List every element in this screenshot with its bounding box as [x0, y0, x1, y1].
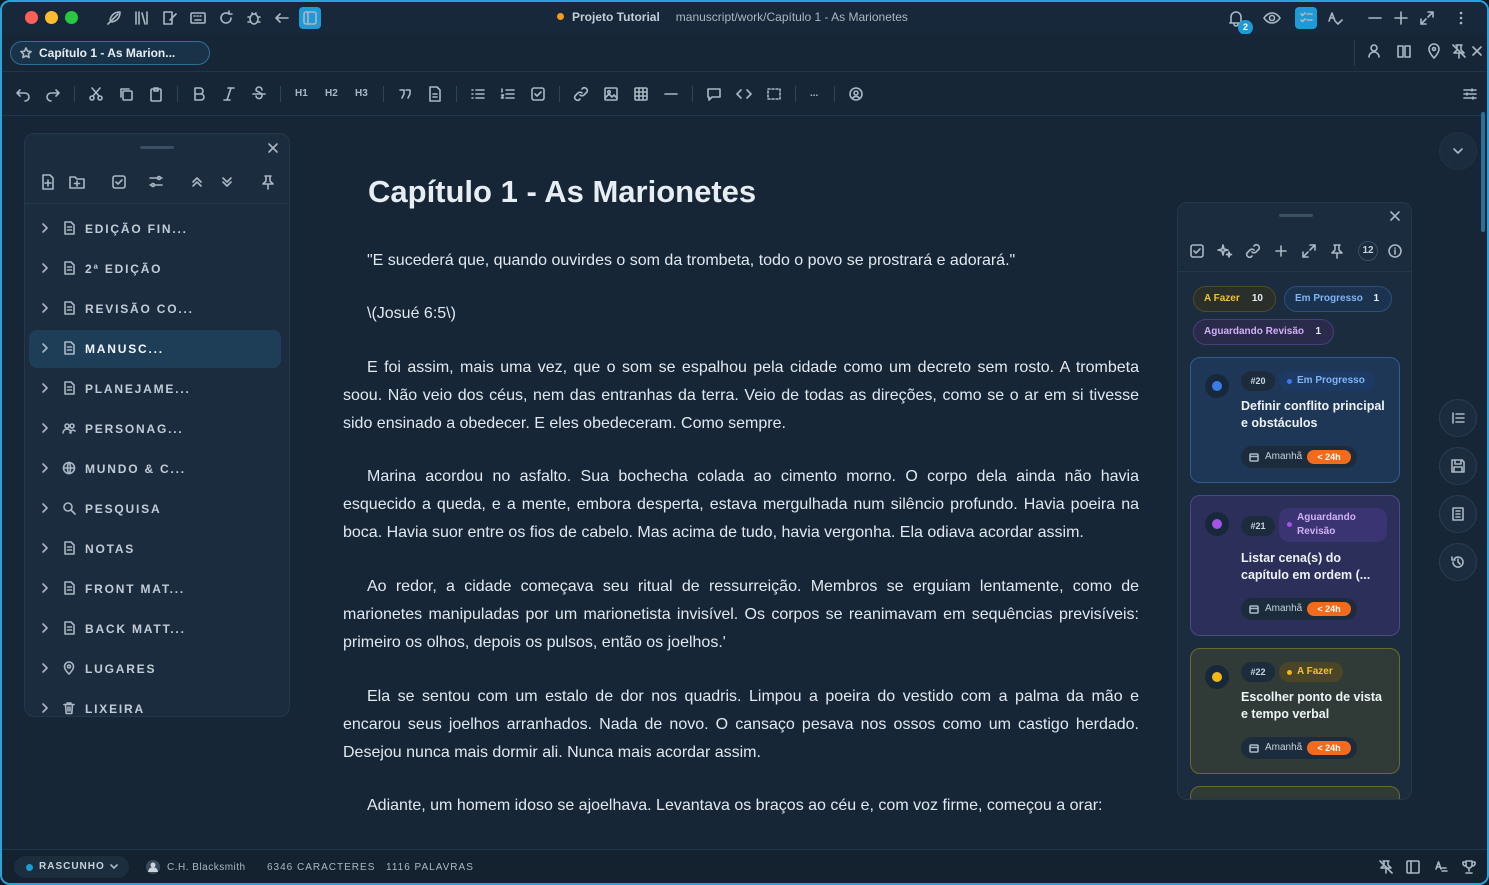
- chevron-down-icon: [1450, 143, 1466, 159]
- chevron-right-icon[interactable]: [40, 703, 50, 713]
- sidebar-item[interactable]: [29, 650, 281, 688]
- settings-sliders-icon[interactable]: [1462, 86, 1478, 102]
- divider: [834, 86, 835, 102]
- status-bar: [2, 849, 1487, 883]
- sidebar-item[interactable]: [29, 250, 281, 288]
- sidebar-item-label: PESQUISA: [85, 502, 162, 516]
- link-icon[interactable]: [573, 86, 589, 102]
- task-card[interactable]: [1190, 495, 1400, 636]
- sidebar-item-label: FRONT MAT...: [85, 582, 186, 596]
- sidebar-item[interactable]: [29, 490, 281, 528]
- more-button[interactable]: ...: [810, 88, 819, 99]
- title-bar: [2, 2, 1487, 34]
- divider: [692, 86, 693, 102]
- maximize-window-button[interactable]: [65, 11, 78, 24]
- drag-handle[interactable]: [140, 146, 174, 149]
- divider: [559, 86, 560, 102]
- checklist-icon: [1299, 11, 1313, 25]
- doc-icon: [62, 301, 76, 315]
- due-date: Amanhã < 24h: [1241, 598, 1357, 620]
- bug-icon[interactable]: [245, 9, 263, 27]
- strikethrough-icon[interactable]: [251, 86, 267, 102]
- notification-count: 2: [1238, 20, 1253, 35]
- status-dot: [26, 864, 33, 871]
- scroll-down-button[interactable]: [1439, 132, 1477, 170]
- image-icon[interactable]: [603, 86, 619, 102]
- sidebar-item[interactable]: [29, 610, 281, 648]
- sidebar-item-label: BACK MATT...: [85, 622, 186, 636]
- table-icon[interactable]: [633, 86, 649, 102]
- character-count: 6346 CARACTERES: [267, 862, 376, 873]
- filter-label: A Fazer: [1204, 293, 1240, 304]
- status-badge: Aguardando Revisão: [1279, 508, 1387, 542]
- divider: [177, 86, 178, 102]
- tab-label: Capítulo 1 - As Marion...: [39, 46, 176, 60]
- binder-panel: [24, 133, 290, 717]
- minus-icon[interactable]: [1366, 9, 1384, 27]
- doc-icon: [62, 581, 76, 595]
- expand-icon[interactable]: [1418, 9, 1436, 27]
- paragraph[interactable]: Marina acordou no asfalto. Sua bochecha colada ao cimento morno. O corpo dela ainda não havia esquecido a queda, e a mente, embora desperta, estava mergulhada num silêncio profundo. Havia poeira na boca. Havia suor entre os fios de cabelo. Mas acima de tudo, havia vergonha. Ela odiava acordar assim.: [343, 468, 1139, 541]
- sidebar-item[interactable]: [29, 290, 281, 328]
- tasks-toolbar: [1178, 230, 1411, 272]
- divider: [1354, 40, 1355, 66]
- tab-document[interactable]: [10, 41, 210, 65]
- new-file-icon[interactable]: [40, 174, 56, 190]
- sidebar-item[interactable]: [29, 210, 281, 248]
- divider: [456, 86, 457, 102]
- filter-todo[interactable]: [1193, 286, 1276, 312]
- doc-icon: [62, 541, 76, 555]
- library-icon[interactable]: [133, 9, 151, 27]
- sidebar-item[interactable]: [29, 370, 281, 408]
- outline-icon: [1450, 410, 1466, 426]
- chevron-right-icon[interactable]: [40, 423, 50, 433]
- person-icon[interactable]: [1366, 43, 1382, 59]
- task-title: Listar cena(s) do capítulo em ordem (...: [1241, 551, 1371, 582]
- divider: [74, 86, 75, 102]
- sidebar-item[interactable]: [29, 690, 281, 717]
- task-card[interactable]: [1190, 357, 1400, 483]
- minimize-window-button[interactable]: [45, 11, 58, 24]
- edit-note-icon[interactable]: [161, 9, 179, 27]
- status-dropdown[interactable]: RASCUNHO: [14, 856, 129, 878]
- undo-icon[interactable]: [15, 86, 31, 102]
- close-icon[interactable]: [267, 142, 279, 154]
- back-arrow-icon[interactable]: [273, 9, 291, 27]
- word-count: 1116 PALAVRAS: [386, 862, 474, 873]
- document-title[interactable]: Capítulo 1 - As Marionetes: [368, 174, 757, 209]
- task-title: Definir conflito principal e obstáculos: [1241, 399, 1385, 430]
- people-icon: [62, 421, 76, 435]
- save-icon: [1450, 458, 1466, 474]
- eye-icon[interactable]: [1263, 9, 1281, 27]
- paragraph[interactable]: Adiante, um homem idoso se ajoelhava. Levantava os braços ao céu e, com voz firme, começou a orar:: [367, 797, 1103, 814]
- outline-button[interactable]: [1439, 399, 1477, 437]
- trash-icon: [62, 701, 76, 715]
- sidebar-icon: [303, 11, 317, 25]
- numbered-list-icon[interactable]: [500, 86, 516, 102]
- unpin-icon[interactable]: [1451, 43, 1467, 59]
- chevron-right-icon[interactable]: [40, 343, 50, 353]
- tasks-panel: [1177, 202, 1412, 800]
- paragraph[interactable]: "E sucederá que, quando ouvirdes o som da trombeta, todo o povo se prostrará e adorará.": [367, 252, 1016, 269]
- sidebar-item-label: NOTAS: [85, 542, 136, 556]
- chevron-right-icon[interactable]: [40, 583, 50, 593]
- collapse-all-icon[interactable]: [189, 174, 205, 190]
- due-date: Amanhã < 24h: [1241, 446, 1357, 468]
- project-name: Projeto Tutorial: [572, 10, 660, 24]
- avatar[interactable]: [145, 859, 161, 875]
- doc-icon: [62, 621, 76, 635]
- task-title: Escolher ponto de vista e tempo verbal: [1241, 690, 1383, 721]
- status-badge: A Fazer: [1279, 662, 1343, 682]
- plus-icon[interactable]: [1392, 9, 1410, 27]
- comment-icon[interactable]: [706, 86, 722, 102]
- overdue-badge: < 24h: [1307, 741, 1351, 755]
- link-icon[interactable]: [1245, 243, 1261, 259]
- heading2-button[interactable]: H2: [325, 88, 338, 99]
- new-folder-icon[interactable]: [69, 174, 85, 190]
- sidebar-item-label: 2ª EDIÇÃO: [85, 262, 163, 276]
- checkbox-icon[interactable]: [111, 174, 127, 190]
- paragraph[interactable]: E foi assim, mais uma vez, que o som se espalhou pela cidade como um decreto sem rosto. A trombeta soou. Não veio dos céus, nem das entranhas da terra. Veio de todas as direções, como se o ar em si tivesse sido ensinado a obedecer. E eles obedeceram. Como sempre.: [343, 359, 1139, 432]
- sidebar-item-label: REVISÃO CO...: [85, 302, 194, 316]
- document-list-icon: [1450, 506, 1466, 522]
- sidebar-item[interactable]: [29, 570, 281, 608]
- spellcheck-icon[interactable]: [1326, 9, 1344, 27]
- due-date: Amanhã < 24h: [1241, 737, 1357, 759]
- filter-label: Aguardando Revisão: [1204, 326, 1305, 337]
- quote-icon[interactable]: [397, 86, 413, 102]
- filter-icon[interactable]: [148, 174, 164, 190]
- overdue-badge: < 24h: [1307, 450, 1351, 464]
- sidebar-item-label: PERSONAG...: [85, 422, 184, 436]
- tasks-toggle-button[interactable]: [1295, 7, 1317, 29]
- export-button[interactable]: [1439, 495, 1477, 533]
- sidebar-item-label: MUNDO & C...: [85, 462, 186, 476]
- window-title: [557, 10, 908, 24]
- selection-icon[interactable]: [766, 86, 782, 102]
- filter-count: 10: [1251, 293, 1263, 304]
- chevron-right-icon[interactable]: [40, 623, 50, 633]
- pin-icon[interactable]: [1329, 243, 1345, 259]
- sidebar-item-label: LUGARES: [85, 662, 157, 676]
- status-indicator: [1205, 374, 1229, 398]
- chevron-right-icon[interactable]: [40, 223, 50, 233]
- sidebar-item-label: MANUSC...: [85, 342, 164, 356]
- pin-icon[interactable]: [260, 174, 276, 190]
- filter-count: 1: [1373, 293, 1379, 304]
- chevron-right-icon[interactable]: [40, 463, 50, 473]
- calendar-icon: [1249, 743, 1259, 753]
- sidebar-item-label: LIXEIRA: [85, 702, 145, 716]
- task-number: #21: [1241, 516, 1275, 536]
- filter-in-progress[interactable]: [1284, 286, 1392, 312]
- location-pin-icon[interactable]: [1426, 43, 1442, 59]
- scrollbar[interactable]: [1481, 112, 1485, 232]
- doc-icon: [62, 261, 76, 275]
- filter-awaiting-review[interactable]: [1193, 319, 1334, 345]
- redo-icon[interactable]: [45, 86, 61, 102]
- expand-icon[interactable]: [1301, 243, 1317, 259]
- info-icon[interactable]: [1387, 243, 1403, 259]
- paste-icon[interactable]: [148, 86, 164, 102]
- paragraph[interactable]: Ao redor, a cidade começava seu ritual de ressurreição. Membros se erguiam lentamente, como de marionetes manipuladas por um marionetista invisível. Os corpos se reanimavam em sequências previsíveis: primeiro os olhos, depois os pulsos, então os joelhos.': [343, 578, 1139, 651]
- horizontal-rule-icon[interactable]: [663, 86, 679, 102]
- sidebar-item[interactable]: [29, 410, 281, 448]
- checkbox-icon[interactable]: [1189, 243, 1205, 259]
- unpin-icon[interactable]: [1379, 860, 1393, 874]
- task-count: 12: [1358, 241, 1378, 261]
- calendar-icon: [1249, 452, 1259, 462]
- author-name: C.H. Blacksmith: [167, 862, 246, 873]
- paragraph[interactable]: Ela se sentou com um estalo de dor nos quadris. Limpou a poeira do vestido com a palma da mão e encarou seus joelhos arranhados. Nada de novo. O cansaço pesava nos ossos como um castigo herdado. Desejou nunca mais dormir ali. Nunca mais acordar assim.: [343, 688, 1139, 761]
- format-toolbar: [2, 73, 1487, 116]
- sidebar-item[interactable]: [29, 330, 281, 368]
- bold-icon[interactable]: [191, 86, 207, 102]
- filter-count: 1: [1315, 326, 1321, 337]
- feather-icon[interactable]: [105, 9, 123, 27]
- doc-icon: [62, 221, 76, 235]
- expand-all-icon[interactable]: [219, 174, 235, 190]
- file-text-icon[interactable]: [427, 86, 443, 102]
- task-number: #20: [1241, 371, 1275, 391]
- sidebar-item-label: PLANEJAME...: [85, 382, 191, 396]
- close-window-button[interactable]: [25, 11, 38, 24]
- heading1-button[interactable]: H1: [295, 88, 308, 99]
- history-icon: [1450, 554, 1466, 570]
- history-button[interactable]: [1439, 543, 1477, 581]
- chevron-right-icon[interactable]: [40, 303, 50, 313]
- italic-icon[interactable]: [221, 86, 237, 102]
- keyboard-icon[interactable]: [189, 9, 207, 27]
- task-card[interactable]: [1190, 786, 1400, 800]
- divider: [280, 86, 281, 102]
- unsaved-dot: [557, 13, 564, 20]
- trophy-icon[interactable]: [1462, 860, 1476, 874]
- task-number: #22: [1241, 662, 1275, 682]
- sidebar-toggle-button[interactable]: [299, 7, 321, 29]
- binder-toolbar: [25, 164, 289, 204]
- close-icon[interactable]: [1472, 46, 1482, 56]
- paragraph[interactable]: \(Josué 6:5\): [367, 305, 456, 322]
- plus-icon[interactable]: [1273, 243, 1289, 259]
- copy-icon[interactable]: [118, 86, 134, 102]
- user-circle-icon[interactable]: [848, 86, 864, 102]
- doc-icon: [62, 381, 76, 395]
- divider: [383, 86, 384, 102]
- location-icon: [62, 661, 76, 675]
- bullet-list-icon[interactable]: [470, 86, 486, 102]
- chevron-right-icon[interactable]: [40, 503, 50, 513]
- sparkles-icon[interactable]: [1217, 243, 1233, 259]
- document-path: manuscript/work/Capítulo 1 - As Marionetes: [675, 10, 908, 24]
- chevron-right-icon[interactable]: [40, 383, 50, 393]
- save-button[interactable]: [1439, 447, 1477, 485]
- chevron-right-icon[interactable]: [40, 263, 50, 273]
- status-indicator: [1205, 512, 1229, 536]
- search-icon: [62, 501, 76, 515]
- chevron-right-icon[interactable]: [40, 543, 50, 553]
- refresh-icon[interactable]: [217, 9, 235, 27]
- spellcheck-icon[interactable]: [1434, 860, 1448, 874]
- drag-handle[interactable]: [1279, 214, 1313, 217]
- sidebar-icon[interactable]: [1406, 860, 1420, 874]
- sidebar-item[interactable]: [29, 530, 281, 568]
- cut-icon[interactable]: [88, 86, 104, 102]
- sidebar-item[interactable]: [29, 450, 281, 488]
- heading3-button[interactable]: H3: [355, 88, 368, 99]
- chevron-down-icon: [110, 864, 118, 870]
- task-card[interactable]: [1190, 648, 1400, 774]
- chevron-right-icon[interactable]: [40, 663, 50, 673]
- overdue-badge: < 24h: [1307, 602, 1351, 616]
- checkbox-icon[interactable]: [530, 86, 546, 102]
- divider: [795, 86, 796, 102]
- globe-icon: [62, 461, 76, 475]
- code-icon[interactable]: [736, 86, 752, 102]
- filter-label: Em Progresso: [1295, 293, 1363, 304]
- status-badge: Em Progresso: [1279, 371, 1375, 391]
- calendar-icon: [1249, 604, 1259, 614]
- sidebar-item-label: EDIÇÃO FIN...: [85, 222, 188, 236]
- tab-bar: [2, 34, 1487, 72]
- doc-icon: [62, 341, 76, 355]
- star-icon[interactable]: [20, 47, 32, 59]
- book-icon[interactable]: [1396, 43, 1412, 59]
- status-indicator: [1205, 665, 1229, 689]
- more-vertical-icon[interactable]: [1452, 9, 1470, 27]
- close-icon[interactable]: [1390, 211, 1400, 221]
